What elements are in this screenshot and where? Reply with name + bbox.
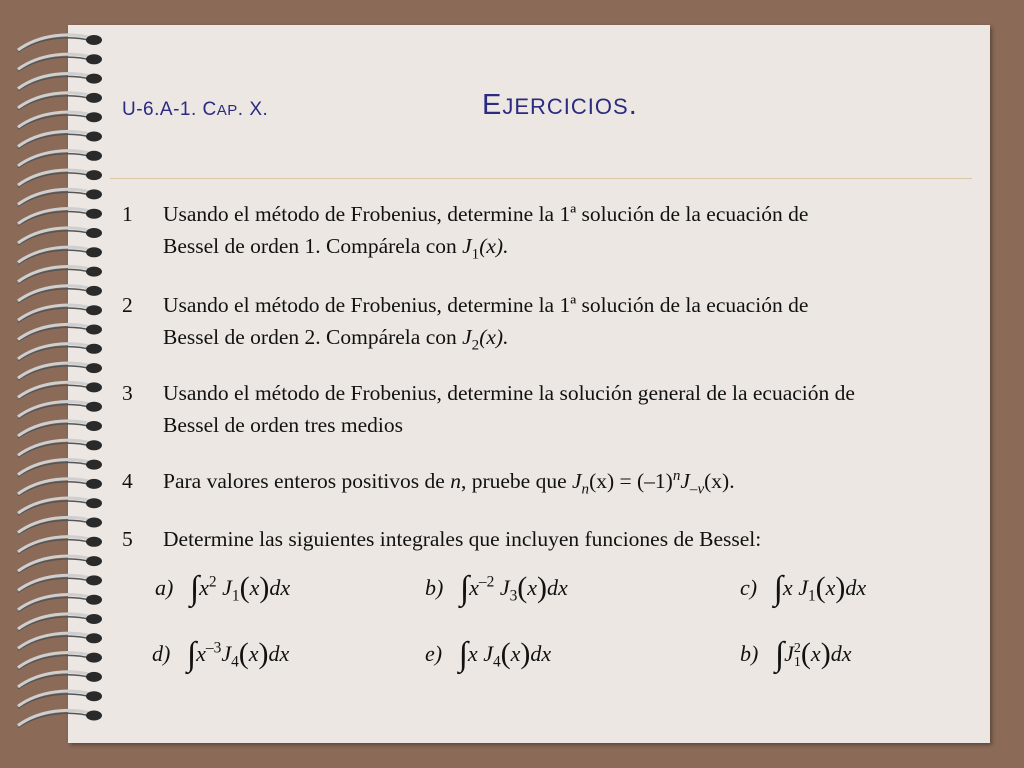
exercise-text: Usando el método de Frobenius, determine la solución general de la ecuación de — [163, 381, 855, 405]
exercise-number: 2 — [122, 293, 133, 317]
spiral-ring — [18, 402, 102, 419]
spiral-ring — [18, 652, 102, 669]
spiral-ring — [18, 73, 102, 90]
spiral-ring — [18, 35, 102, 52]
spiral-ring — [18, 633, 102, 650]
spiral-ring — [18, 575, 102, 592]
integral-d: d) $\int x^{-3}J_4(x)dx$ — [152, 636, 290, 673]
spiral-ring — [18, 305, 102, 322]
spiral-ring — [18, 170, 102, 187]
spiral-ring — [18, 672, 102, 689]
exercise-text: Determine las siguientes integrales que incluyen funciones de Bessel: — [163, 527, 762, 551]
spiral-ring — [18, 228, 102, 245]
spiral-ring — [18, 151, 102, 168]
spiral-ring — [18, 517, 102, 534]
integral-c: c) ∫x $J_1(x)dx$ — [740, 570, 867, 607]
exercise-number: 1 — [122, 202, 133, 226]
spiral-ring — [18, 710, 102, 727]
spiral-ring — [18, 479, 102, 496]
integral-f: b) ∫J2 1(x)dx — [740, 636, 852, 673]
spiral-ring — [18, 498, 102, 515]
slide-title: EJERCICIOS. — [482, 89, 638, 121]
exercise-text: Usando el método de Frobenius, determine la 1ª solución de la ecuación de — [163, 202, 809, 226]
spiral-ring — [18, 382, 102, 399]
spiral-ring — [18, 537, 102, 554]
spiral-ring — [18, 247, 102, 264]
spiral-ring — [18, 595, 102, 612]
exercise-number: 4 — [122, 469, 133, 493]
spiral-ring — [18, 266, 102, 283]
spiral-ring — [18, 54, 102, 71]
spiral-ring — [18, 209, 102, 226]
spiral-ring — [18, 459, 102, 476]
spiral-ring — [18, 344, 102, 361]
spiral-ring — [18, 363, 102, 380]
exercise-number: 5 — [122, 527, 133, 551]
spiral-ring — [18, 556, 102, 573]
integral-e: e) ∫x $J_4(x)dx$ — [425, 636, 552, 673]
spiral-ring — [18, 614, 102, 631]
spiral-ring — [18, 440, 102, 457]
spiral-ring — [18, 189, 102, 206]
spiral-ring — [18, 286, 102, 303]
integral-a: a) $\int x^2$ $J_1(x)dx$ — [155, 570, 291, 607]
header-divider — [110, 178, 972, 179]
integral-b: b) $\int x^{-2}$ $J_3(x)dx$ — [425, 570, 568, 607]
spiral-ring — [18, 691, 102, 708]
spiral-ring — [18, 421, 102, 438]
slide-header — [0, 89, 1024, 135]
exercise-text: Usando el método de Frobenius, determine la 1ª solución de la ecuación de — [163, 293, 809, 317]
unit-reference: U-6.A-1. CAP. X. — [122, 99, 269, 120]
spiral-ring — [18, 324, 102, 341]
exercise-number: 3 — [122, 381, 133, 405]
